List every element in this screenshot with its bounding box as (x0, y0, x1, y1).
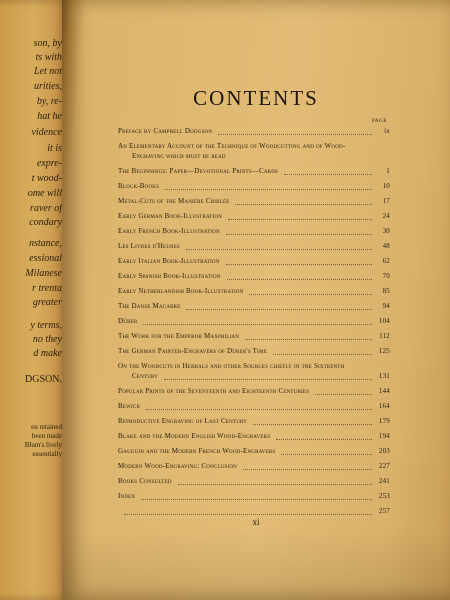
toc-page-number: 203 (378, 447, 390, 455)
facing-page (0, 0, 68, 600)
toc-page-number: 241 (378, 477, 390, 485)
toc-entry-title: Metal-Cuts of the Manière Criblée (118, 197, 230, 205)
toc-entry (118, 211, 390, 221)
facing-page-line: en retained (31, 423, 62, 431)
facing-page-line: d make (33, 348, 62, 359)
toc-entry (118, 491, 390, 501)
toc-entry (118, 166, 390, 176)
toc-page-number: 48 (382, 242, 390, 250)
toc-entry-title: Dürer (118, 317, 138, 325)
toc-page-number: 112 (379, 332, 390, 340)
toc-entry (118, 431, 390, 441)
facing-page-line: essentially (32, 450, 62, 458)
dot-leader (235, 198, 372, 205)
facing-page-line: by, re- (36, 96, 62, 107)
page-column-header: PAGE (372, 119, 387, 124)
page-title: CONTENTS (193, 86, 319, 110)
dot-leader (165, 183, 372, 190)
facing-page-line: expre- (36, 158, 62, 169)
toc-page-number: 94 (382, 302, 390, 310)
contents-page (62, 0, 450, 600)
dot-leader (245, 333, 372, 340)
dot-leader (141, 493, 372, 500)
dot-leader (273, 348, 372, 355)
toc-entry (118, 346, 390, 356)
facing-page-line: vidence (31, 127, 62, 138)
toc-entry (118, 196, 390, 206)
toc-page-number: 24 (382, 212, 390, 220)
toc-page-number: 10 (382, 182, 390, 190)
facing-page-line: ome will (27, 188, 62, 199)
dot-leader (186, 243, 372, 250)
toc-page-number: 179 (378, 417, 390, 425)
toc-page-number: 164 (378, 402, 390, 410)
toc-entry (118, 361, 390, 381)
page-number: xi (252, 517, 260, 527)
facing-page-line: son, by (33, 38, 62, 49)
toc-entry-title: Books Consulted (118, 477, 172, 485)
toc-entry-title: Les Livres d'Heures (118, 242, 180, 250)
toc-page-number: ix (384, 127, 390, 135)
toc-page-number: 125 (378, 347, 390, 355)
dot-leader (243, 463, 372, 470)
toc-entry-title: The German Painter-Engravers of Dürer's Time (118, 347, 267, 355)
dot-leader (315, 388, 372, 395)
facing-page-line: t wood- (31, 173, 62, 184)
facing-page-line: ts with (35, 52, 62, 63)
dot-leader (226, 228, 372, 235)
toc-entry (118, 301, 390, 311)
facing-page-line: urities, (33, 81, 62, 92)
toc-entry (118, 316, 390, 326)
toc-entry (118, 181, 390, 191)
facing-page-line: r trenta (32, 283, 62, 294)
facing-page-line: been made (31, 432, 62, 440)
toc-entry (118, 256, 390, 266)
toc-entry-title: Early Spanish Book-Illustration (118, 272, 221, 280)
facing-page-line: condary (29, 217, 62, 228)
toc-entry-title: Block-Books (118, 182, 160, 190)
toc-entry-title: Early Italian Book-Illustration (118, 257, 220, 265)
toc-entry-title: The Work for the Emperor Maximilian (118, 332, 240, 340)
toc-entry-title: Early German Book-Illustration (118, 212, 223, 220)
toc-page-number: 257 (378, 507, 390, 515)
toc-entry-title: Preface by Campbell Dodgson (118, 127, 213, 135)
toc-page-number: 104 (378, 317, 390, 325)
toc-entry (118, 461, 390, 471)
toc-page-number: 1 (386, 167, 390, 175)
toc-entry (118, 241, 390, 251)
toc-entry-title: On the Woodcuts in Herbals and other Sources chiefly in the Sixteenth (118, 362, 345, 370)
toc-page-number: 194 (378, 432, 390, 440)
dot-leader (276, 433, 372, 440)
facing-page-line: essional (29, 253, 62, 264)
toc-entry-title: Early French Book-Illustration (118, 227, 220, 235)
facing-page-line: it is (47, 143, 62, 154)
facing-page-line: nstance, (28, 238, 62, 249)
toc-page-number: 144 (378, 387, 390, 395)
toc-entry-title: Blake and the Modern English Wood-Engravers (118, 432, 271, 440)
facing-page-line: Milanese (25, 268, 62, 279)
toc-page-number: 62 (382, 257, 390, 265)
dot-leader (253, 418, 372, 425)
facing-page-line: y terms, (30, 320, 62, 331)
toc-entry (118, 226, 390, 236)
toc-entry (118, 476, 390, 486)
toc-entry-title: Early Netherlandish Book-Illustration (118, 287, 244, 295)
toc-entry-title: An Elementary Account of the Technique of Woodcutting and of Wood- (118, 142, 346, 150)
toc-page-number: 227 (378, 462, 390, 470)
dot-leader (227, 273, 372, 280)
toc-entry (118, 401, 390, 411)
toc-entry (118, 126, 390, 136)
toc-entry (118, 331, 390, 341)
toc-page-number: 131 (378, 372, 390, 380)
toc-entry-title: Reproductive Engraving of Last Century (118, 417, 248, 425)
dot-leader (281, 448, 372, 455)
toc-page-number: 17 (382, 197, 390, 205)
dot-leader (284, 168, 372, 175)
toc-entry-title: Century (132, 372, 159, 380)
toc-entry-title: Engraving which must be read (132, 152, 226, 160)
dot-leader (249, 288, 372, 295)
facing-page-line: no they (32, 334, 62, 345)
dot-leader (186, 303, 372, 310)
dot-leader (178, 478, 372, 485)
facing-page-line: raver of (30, 203, 62, 214)
toc-page-number: 85 (382, 287, 390, 295)
facing-page-line: Let not (33, 66, 62, 77)
toc-page-number: 30 (382, 227, 390, 235)
toc-entry-title: Bewick (118, 402, 141, 410)
toc-entry (118, 416, 390, 426)
facing-page-line: greater (32, 297, 62, 308)
facing-page-line: DGSON. (25, 374, 62, 385)
dot-leader (124, 508, 372, 515)
toc-entry (118, 446, 390, 456)
toc-entry-title: Modern Wood-Engraving: Conclusion (118, 462, 237, 470)
dot-leader (218, 128, 372, 135)
toc-entry-title: Gauguin and the Modern French Wood-Engravers (118, 447, 276, 455)
facing-page-line: hat he (37, 111, 62, 122)
facing-page-line: Blum's lively (24, 441, 62, 449)
toc-entry (118, 141, 390, 161)
dot-leader (164, 373, 372, 380)
toc-entry (118, 286, 390, 296)
toc-entry-title: Popular Prints of the Seventeenth and Eighteenth Centuries (118, 387, 310, 395)
toc-page-number: 70 (382, 272, 390, 280)
dot-leader (146, 403, 372, 410)
table-of-contents (118, 126, 390, 516)
dot-leader (143, 318, 372, 325)
dot-leader (226, 258, 372, 265)
toc-entry-title: The Beginnings: Paper—Devotional Prints—Cards (118, 167, 278, 175)
toc-entry-title: The Danse Macabre (118, 302, 181, 310)
toc-entry (118, 506, 390, 516)
toc-page-number: 253 (378, 492, 390, 500)
toc-entry-title: Index (118, 492, 136, 500)
dot-leader (228, 213, 372, 220)
toc-entry (118, 386, 390, 396)
toc-entry (118, 271, 390, 281)
